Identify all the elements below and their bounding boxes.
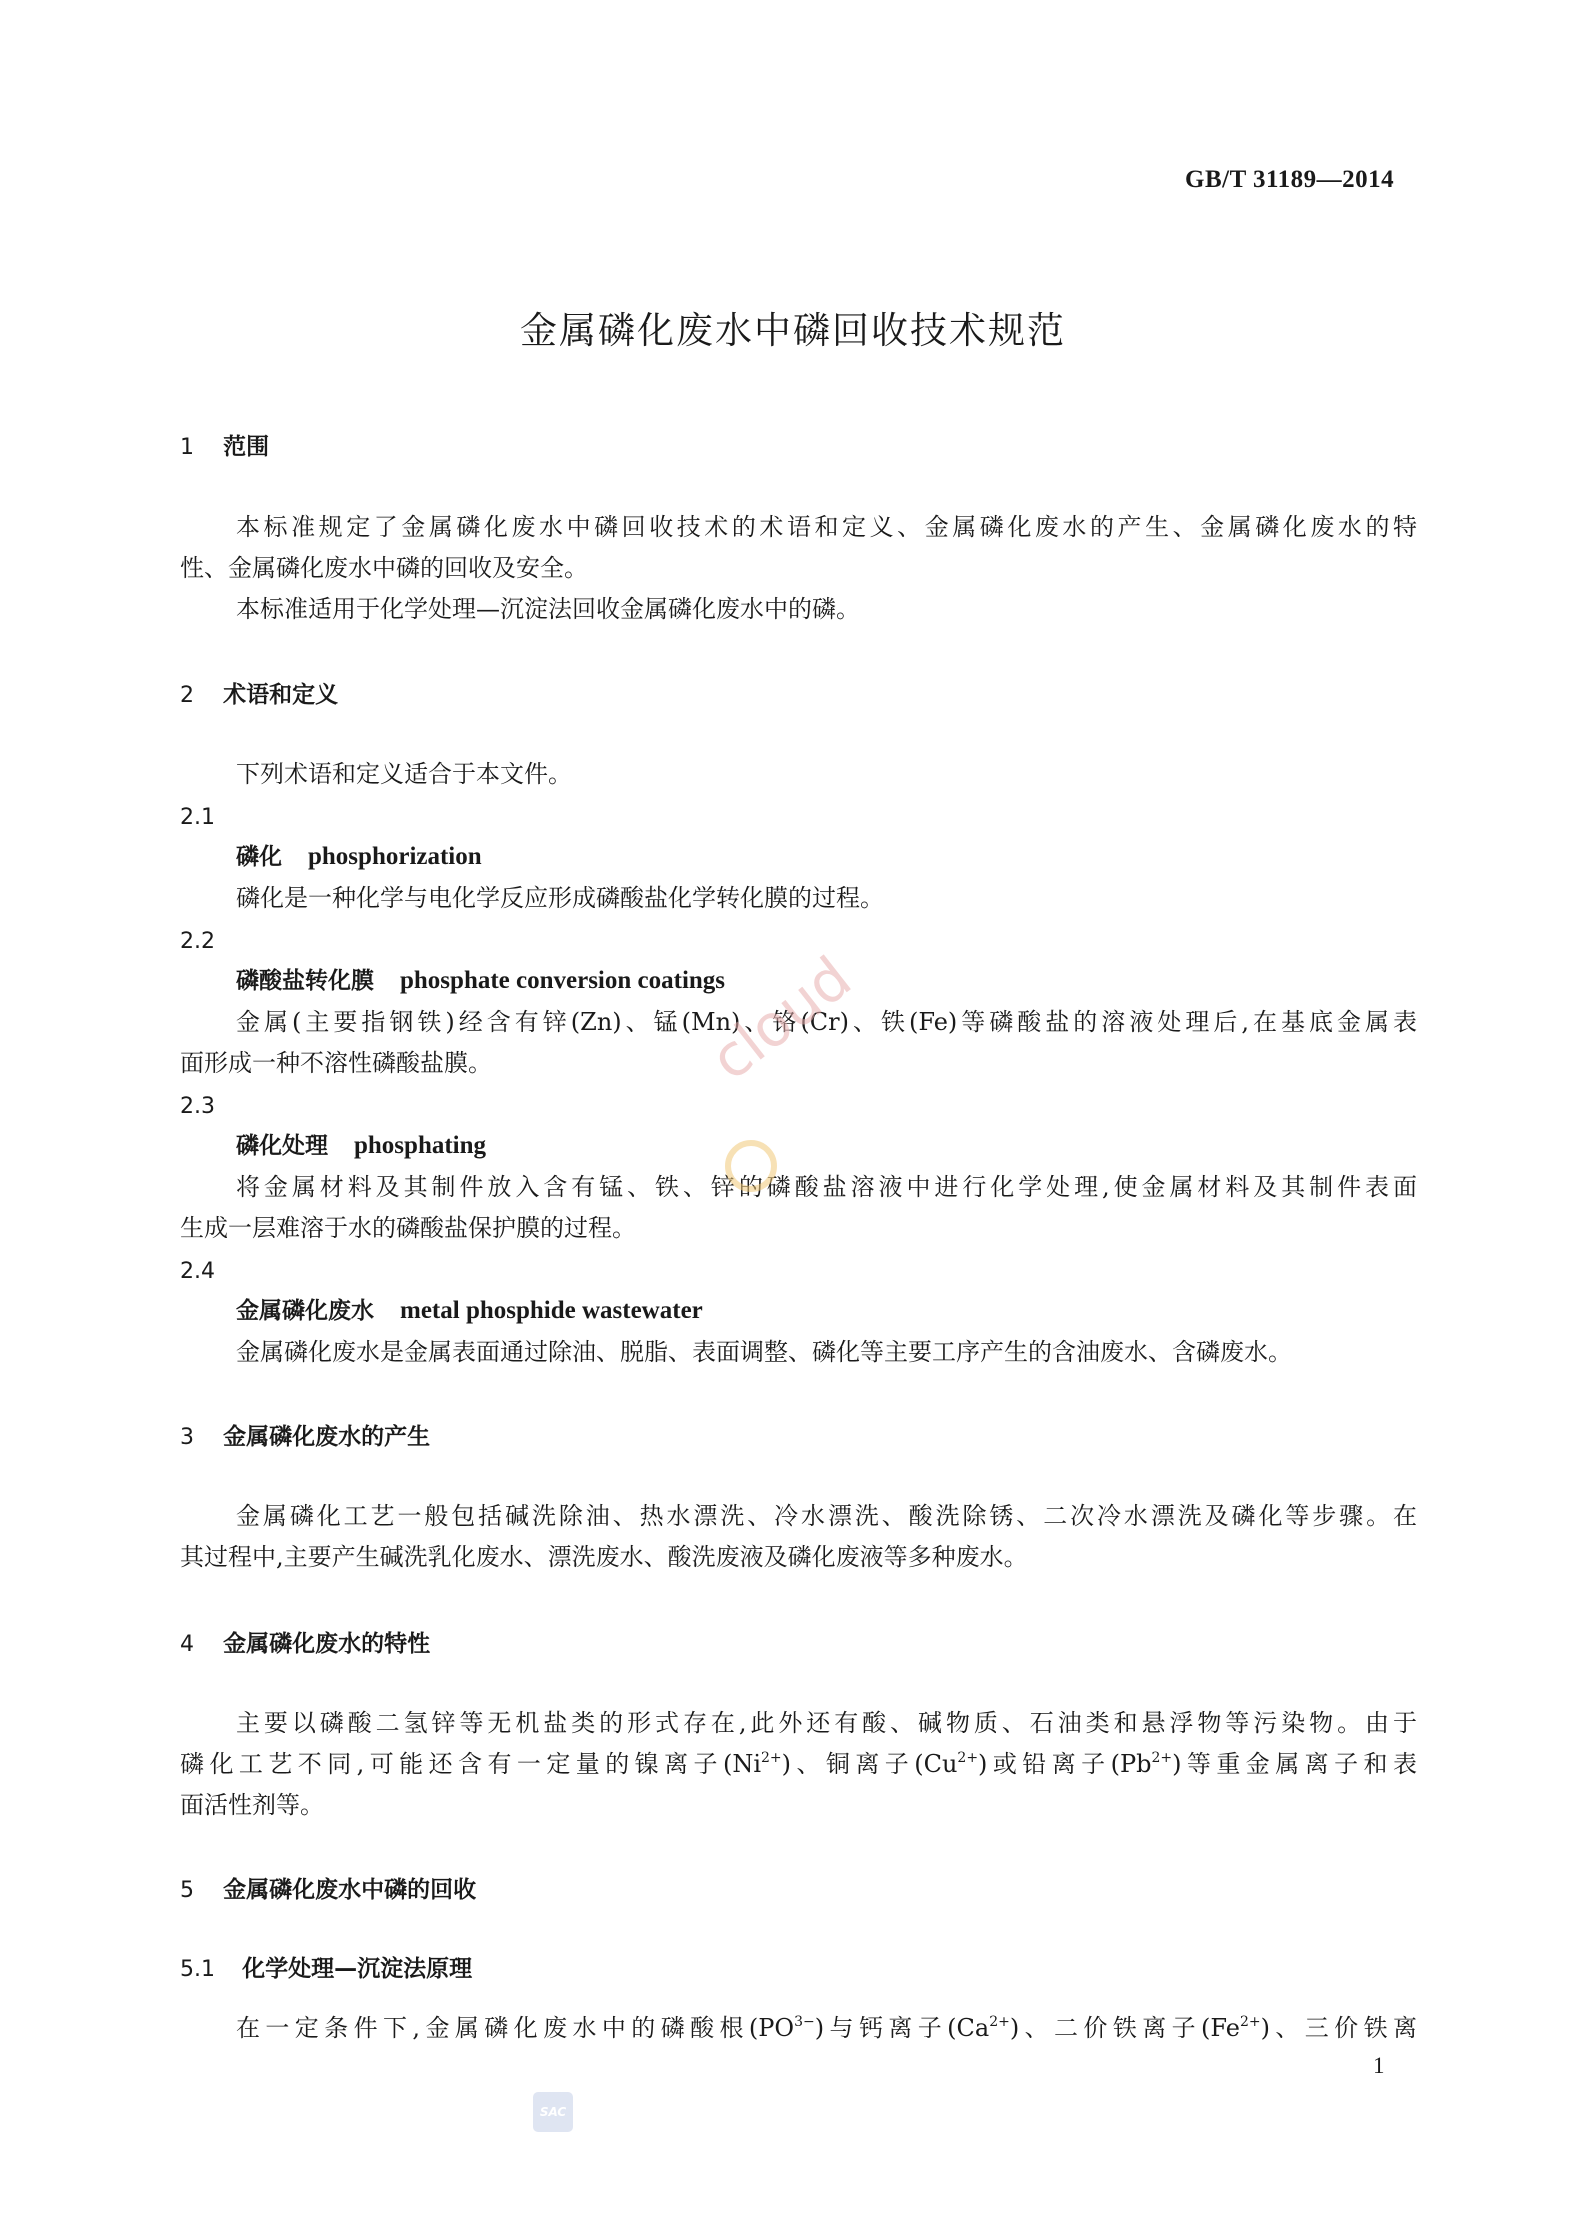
- term-definition-line: 将金属材料及其制件放入含有锰、铁、锌的磷酸盐溶液中进行化学处理,使金属材料及其制件表面: [236, 1173, 1417, 1201]
- term-definition-line: 生成一层难溶于水的磷酸盐保护膜的过程。: [180, 1214, 636, 1242]
- term-chinese: 磷酸盐转化膜: [236, 967, 374, 994]
- term-heading: [236, 1292, 703, 1325]
- term-chinese: 磷化处理: [236, 1132, 328, 1159]
- superscript: 2+: [957, 1750, 979, 1766]
- text-run: )或铅离子(Pb: [978, 1750, 1152, 1778]
- section-title: 金属磷化废水中磷的回收: [223, 1877, 477, 1903]
- term-chinese: 金属磷化废水: [236, 1297, 374, 1324]
- section-1-para-1-line-1: 本标准规定了金属磷化废水中磷回收技术的术语和定义、金属磷化废水的产生、金属磷化废水的特: [236, 513, 1417, 541]
- section-3-line-1: 金属磷化工艺一般包括碱洗除油、热水漂洗、冷水漂洗、酸洗除锈、二次冷水漂洗及磷化等步骤。在: [236, 1502, 1417, 1530]
- section-number: 5: [180, 1878, 194, 1903]
- document-title: 金属磷化废水中磷回收技术规范: [520, 309, 1066, 352]
- text-run: 在一定条件下,金属磷化废水中的磷酸根(PO: [236, 2014, 795, 2042]
- section-4-line-3: 面活性剂等。: [180, 1791, 324, 1819]
- text-run: )、三价铁离: [1260, 2014, 1417, 2042]
- subsection-5-1-line-1: [236, 2008, 1417, 2049]
- section-2-intro: 下列术语和定义适合于本文件。: [236, 760, 572, 788]
- text-run: )与钙离子(Ca: [814, 2014, 990, 2042]
- section-3-heading: [180, 1418, 430, 1451]
- term-english: phosphate conversion coatings: [400, 967, 726, 994]
- section-number: 3: [180, 1425, 194, 1450]
- term-number: 2.3: [180, 1094, 215, 1119]
- term-heading: [236, 838, 482, 871]
- section-1-para-2: 本标准适用于化学处理—沉淀法回收金属磷化废水中的磷。: [236, 595, 860, 623]
- text-run: )、铜离子(Cu: [781, 1750, 958, 1778]
- superscript: 2+: [761, 1750, 782, 1766]
- superscript: 2+: [989, 2014, 1010, 2030]
- term-english: phosphorization: [308, 843, 482, 870]
- subsection-5-1-heading: [180, 1950, 472, 1983]
- term-english: phosphating: [354, 1132, 487, 1159]
- section-4-heading: [180, 1625, 430, 1658]
- watermark: cloud: [698, 943, 864, 1094]
- section-1-heading: [180, 428, 269, 461]
- section-number: 4: [180, 1632, 194, 1657]
- section-title: 金属磷化废水的产生: [223, 1424, 431, 1450]
- term-heading: [236, 962, 725, 995]
- sac-stamp-icon: SAC: [533, 2092, 573, 2132]
- text-run: 磷化工艺不同,可能还含有一定量的镍离子(Ni: [180, 1750, 762, 1778]
- superscript: 3−: [794, 2014, 815, 2030]
- section-4-line-1: 主要以磷酸二氢锌等无机盐类的形式存在,此外还有酸、碱物质、石油类和悬浮物等污染物。由于: [236, 1709, 1417, 1737]
- term-chinese: 磷化: [236, 843, 282, 870]
- watermark-logo-icon: [725, 1140, 777, 1192]
- term-definition-line: 磷化是一种化学与电化学反应形成磷酸盐化学转化膜的过程。: [236, 884, 884, 912]
- term-number: 2.1: [180, 805, 215, 830]
- section-5-heading: [180, 1871, 476, 1904]
- term-definition-line: 面形成一种不溶性磷酸盐膜。: [180, 1049, 492, 1077]
- term-definition-line: 金属磷化废水是金属表面通过除油、脱脂、表面调整、磷化等主要工序产生的含油废水、含磷废水。: [236, 1338, 1292, 1366]
- superscript: 2+: [1151, 1750, 1173, 1766]
- section-4-line-2: [180, 1744, 1417, 1785]
- standard-code: GB/T 31189—2014: [1185, 166, 1395, 193]
- subsection-title: 化学处理—沉淀法原理: [242, 1956, 473, 1982]
- section-2-heading: [180, 676, 338, 709]
- section-3-line-2: 其过程中,主要产生碱洗乳化废水、漂洗废水、酸洗废液及磷化废液等多种废水。: [180, 1543, 1028, 1571]
- section-number: 2: [180, 683, 194, 708]
- section-number: 1: [180, 435, 194, 460]
- term-number: 2.4: [180, 1259, 215, 1284]
- superscript: 2+: [1239, 2014, 1261, 2030]
- term-definition-line: 金属(主要指钢铁)经含有锌(Zn)、锰(Mn)、铬(Cr)、铁(Fe)等磷酸盐的溶液处理后,在基底金属表: [236, 1008, 1417, 1036]
- section-1-para-1-line-2: 性、金属磷化废水中磷的回收及安全。: [180, 554, 588, 582]
- text-run: )、二价铁离子(Fe: [1009, 2014, 1240, 2042]
- term-english: metal phosphide wastewater: [400, 1297, 703, 1324]
- page-number: 1: [1373, 2053, 1385, 2078]
- section-title: 术语和定义: [223, 682, 339, 708]
- section-title: 范围: [223, 434, 270, 460]
- subsection-number: 5.1: [180, 1957, 215, 1982]
- term-heading: [236, 1127, 486, 1160]
- term-number: 2.2: [180, 929, 215, 954]
- section-title: 金属磷化废水的特性: [223, 1631, 431, 1657]
- text-run: )等重金属离子和表: [1172, 1750, 1417, 1778]
